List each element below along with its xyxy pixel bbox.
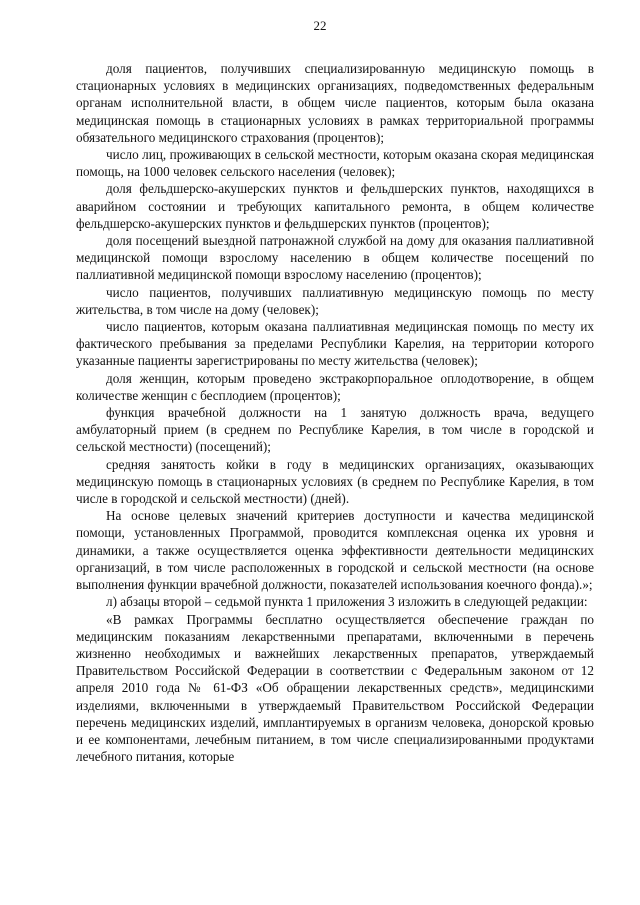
paragraph: доля женщин, которым проведено экстракорпоральное оплодотворение, в общем количестве женщин с бесплодием (процентов);	[76, 370, 594, 403]
paragraph: доля фельдшерско-акушерских пунктов и фельдшерских пунктов, находящихся в аварийном состоянии и требующих капитального ремонта, в общем количестве фельдшерско-акушерских пунктов и фельдшерских пунктов (процентов);	[76, 181, 594, 231]
paragraph: средняя занятость койки в году в медицинских организациях, оказывающих медицинскую помощь в стационарных условиях (в среднем по Республике Карелия, в том числе в городской и сельской местности) (дней).	[76, 456, 594, 507]
paragraph: доля пациентов, получивших специализированную медицинскую помощь в стационарных условиях в медицинских организациях, подведомственных федеральным органам исполнительной власти, в общем числе пациентов, которым была оказана медицинская помощь в стационарных условиях в рамках территориальной программы обязательного медицинского страхования (процентов);	[76, 61, 594, 145]
paragraph: «В рамках Программы бесплатно осуществляется обеспечение граждан по медицинским показаниям лекарственными препаратами, включенными в перечень жизненно необходимых и важнейших лекарственных препаратов, утверждаемый Правительством Российской Федерации в соответствии с Федеральным законом от 12 апреля 2010 года № 61-ФЗ «Об обращении лекарственных средств», медицинскими изделиями, включенными в утверждаемый Правительством Российской Федерации перечень медицинских изделий, имплантируемых в организм человека, донорской кровью и ее компонентами, лечебным питанием, в том числе специализированными продуктами лечебного питания, которые	[76, 611, 594, 765]
document-body	[76, 60, 594, 765]
page-number: 22	[313, 18, 327, 33]
paragraph: число лиц, проживающих в сельской местности, которым оказана скорая медицинская помощь, на 1000 человек сельского населения (человек);	[76, 147, 594, 180]
paragraph: число пациентов, получивших паллиативную медицинскую помощь по месту жительства, в том числе на дому (человек);	[76, 284, 594, 317]
paragraph: число пациентов, которым оказана паллиативная медицинская помощь по месту их фактического пребывания за пределами Республики Карелия, на территории которого указанные пациенты зарегистрированы по месту жительства (человек);	[76, 319, 594, 369]
paragraph: функция врачебной должности на 1 занятую должность врача, ведущего амбулаторный прием (в среднем по Республике Карелия, в том числе в городской и сельской местности) (посещений);	[76, 405, 594, 455]
paragraph: На основе целевых значений критериев доступности и качества медицинской помощи, установленных Программой, проводится комплексная оценка их уровня и динамики, а также осуществляется оценка эффективности деятельности медицинских организаций, в том числе расположенных в городской и сельской местности (на основе выполнения функции врачебной должности, показателей использования коечного фонда).»;	[76, 508, 594, 593]
paragraph: л) абзацы второй – седьмой пункта 1 приложения 3 изложить в следующей редакции:	[106, 594, 588, 610]
paragraph: доля посещений выездной патронажной службой на дому для оказания паллиативной медицинской помощи взрослому населению в общем количестве посещений по паллиативной медицинской помощи взрослому населению (процентов);	[76, 233, 594, 283]
